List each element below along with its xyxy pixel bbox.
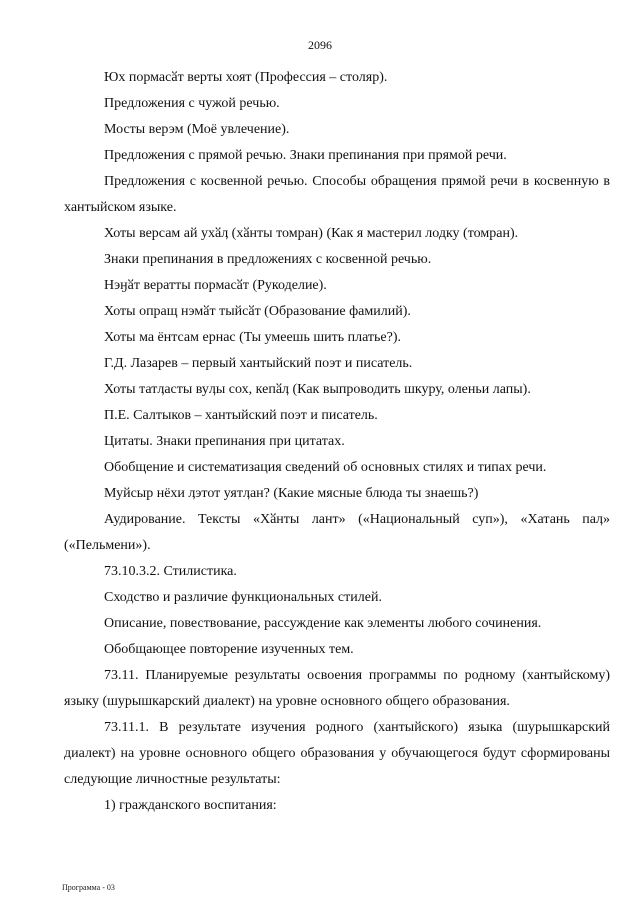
paragraph: Хоты версам ай ухӑӆ (хӑнты томран) (Как я мастерил лодку (томран). bbox=[104, 226, 519, 241]
document-body bbox=[64, 65, 610, 819]
paragraph: Хоты татӆасты вуӆы сох, кепӑӆ (Как выпроводить шкуру, оленьи лапы). bbox=[104, 382, 531, 397]
footer-label: Программа - 03 bbox=[62, 883, 115, 892]
paragraph: Нэӈӑт вератты пормасӑт (Рукоделие). bbox=[104, 278, 327, 293]
paragraph: Предложения с чужой речью. bbox=[104, 96, 280, 111]
paragraph: Муйсыр нёхи ӆэтот уятӆан? (Какие мясные блюда ты знаешь?) bbox=[104, 486, 479, 501]
section-heading: 73.10.3.2. Стилистика. bbox=[104, 564, 237, 579]
paragraph: Хоты ма ёнтсам ернас (Ты умеешь шить платье?). bbox=[104, 330, 402, 345]
paragraph: 73.11.1. В результате изучения родного (хантыйского) языка (шурышкарский диалект) на уровне основного общего образования у обучающегося будут сформированы следующие личностные результаты: bbox=[64, 720, 610, 787]
paragraph: Предложения с прямой речью. Знаки препинания при прямой речи. bbox=[104, 148, 507, 163]
paragraph: П.Е. Салтыков – хантыйский поэт и писатель. bbox=[104, 408, 378, 423]
page-number: 2096 bbox=[308, 38, 332, 52]
section-heading: 73.11. Планируемые результаты освоения программы по родному (хантыйскому) языку (шурышкарский диалект) на уровне основного общего образования. bbox=[64, 668, 610, 709]
paragraph: Цитаты. Знаки препинания при цитатах. bbox=[104, 434, 345, 449]
paragraph: Г.Д. Лазарев – первый хантыйский поэт и писатель. bbox=[104, 356, 413, 371]
paragraph: Обобщающее повторение изученных тем. bbox=[104, 642, 354, 657]
paragraph: 1) гражданского воспитания: bbox=[104, 798, 277, 813]
paragraph: Описание, повествование, рассуждение как элементы любого сочинения. bbox=[104, 616, 542, 631]
paragraph: Знаки препинания в предложениях с косвенной речью. bbox=[104, 252, 432, 267]
paragraph: Мосты верэм (Моё увлечение). bbox=[104, 122, 290, 137]
paragraph: Юх пормасӑт верты хоят (Профессия – столяр). bbox=[104, 70, 388, 85]
paragraph: Обобщение и систематизация сведений об основных стилях и типах речи. bbox=[104, 460, 547, 475]
paragraph: Хоты опращ нэмӑт тыйсӑт (Образование фамилий). bbox=[104, 304, 411, 319]
paragraph: Аудирование. Тексты «Хӑнты лант» («Национальный суп»), «Хатань паӆ» («Пельмени»). bbox=[64, 512, 610, 553]
paragraph: Сходство и различие функциональных стилей. bbox=[104, 590, 382, 605]
paragraph: Предложения с косвенной речью. Способы обращения прямой речи в косвенную в хантыйском языке. bbox=[64, 174, 610, 215]
